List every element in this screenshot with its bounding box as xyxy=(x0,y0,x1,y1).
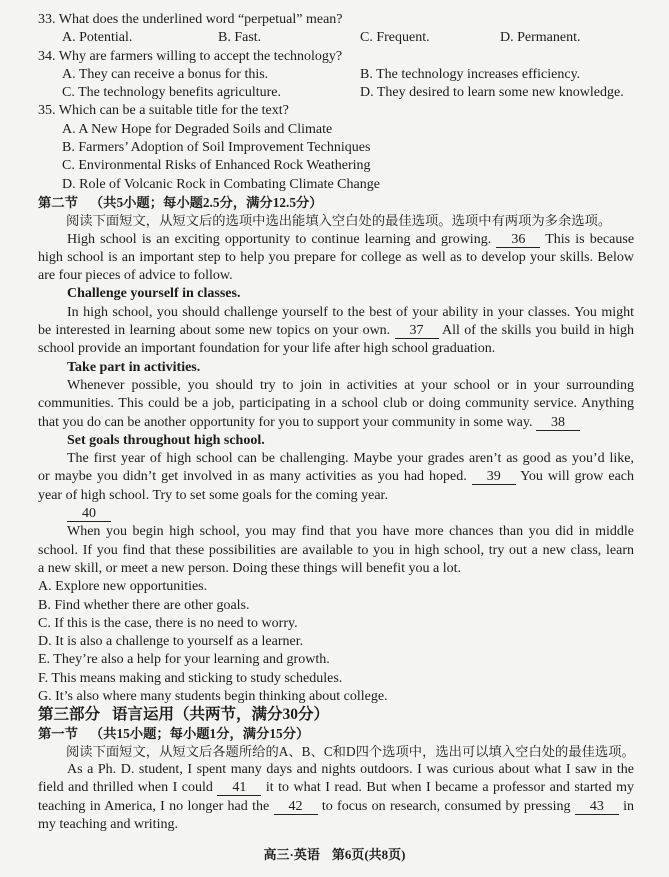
choice-f: F. This means making and sticking to study schedules. xyxy=(38,670,343,686)
part-3-title: 语言运用（共两节，满分30分） xyxy=(112,706,330,724)
blank-40: 40 xyxy=(67,507,111,522)
section-2-instructions: 阅读下面短文，从短文后的选项中选出能填入空白处的最佳选项。选项中有两项为多余选项。 xyxy=(66,213,612,229)
question-35-option-d: D. Role of Volcanic Rock in Combating Climate Change xyxy=(62,176,380,192)
tip-2-line-2: communities. This could be a job, participating in a school club or doing community service. Anything xyxy=(38,396,634,412)
intro-text: High school is an exciting opportunity to continue learning and growing. xyxy=(67,231,492,247)
tip-1-heading: Challenge yourself in classes. xyxy=(67,286,241,302)
tip-1-text: be interested in learning about some new topics on your own. xyxy=(38,323,391,339)
part-3-label: 第三部分 xyxy=(38,706,101,724)
exam-content xyxy=(38,11,634,834)
question-33-option-a: A. Potential. xyxy=(62,30,133,46)
part-3-section-title: 第一节 xyxy=(38,725,78,741)
blank-41: 41 xyxy=(217,781,261,796)
question-35-option-a: A. A New Hope for Degraded Soils and Climate xyxy=(62,121,333,137)
question-35-stem: 35. Which can be a suitable title for the text? xyxy=(38,103,289,119)
cloze-text: field and thrilled when I could xyxy=(38,780,213,796)
cloze-text: in xyxy=(623,798,635,814)
tip-3-text: or maybe you didn’t get involved in as many activities as you had hoped. xyxy=(38,469,467,485)
question-34-option-d: D. They desired to learn some new knowledge. xyxy=(360,85,624,101)
cloze-text: it to what I read. But when I became a professor and started my xyxy=(265,780,635,796)
blank-39: 39 xyxy=(472,470,516,485)
choice-d: D. It is also a challenge to yourself as a learner. xyxy=(38,634,304,650)
question-35-option-b: B. Farmers’ Adoption of Soil Improvement Techniques xyxy=(62,140,371,156)
blank-37: 37 xyxy=(395,324,439,339)
section-2-header xyxy=(38,194,634,212)
tip-3-line-2 xyxy=(38,468,634,486)
tip-4-line-2: school. If you find that these possibilities are available to you in high school, try out a new class, learn xyxy=(38,542,634,558)
cloze-line-3 xyxy=(38,798,634,816)
intro-line-1 xyxy=(38,231,634,249)
page-footer xyxy=(0,846,669,864)
question-33-option-b: B. Fast. xyxy=(218,30,262,46)
question-33-option-c: C. Frequent. xyxy=(360,30,430,46)
question-35-option-c: C. Environmental Risks of Enhanced Rock Weathering xyxy=(62,158,371,174)
blank-42: 42 xyxy=(274,800,318,815)
footer-subject: 高三·英语 xyxy=(263,847,320,862)
footer-page-number: 第6页(共8页) xyxy=(331,847,406,862)
choice-e: E. They’re also a help for your learning and growth. xyxy=(38,652,330,668)
tip-3-text: You will grow each xyxy=(520,469,635,485)
cloze-line-1: As a Ph. D. student, I spent many days and nights outdoors. I was curious about what I saw in the xyxy=(67,762,634,778)
part-3-header xyxy=(38,706,634,724)
cloze-line-2 xyxy=(38,779,634,797)
intro-line-3: are four pieces of advice to follow. xyxy=(38,268,233,284)
choice-a: A. Explore new opportunities. xyxy=(38,579,208,595)
tip-1-line-1: In high school, you should challenge yourself to the best of your ability in your classes. You might xyxy=(67,304,634,320)
question-34-stem: 34. Why are farmers willing to accept the technology? xyxy=(38,48,343,64)
tip-2-line-1: Whenever possible, you should try to join in activities at your school or in your surrounding xyxy=(67,377,634,393)
tip-3-line-1: The first year of high school can be challenging. Maybe your grades aren’t as good as you’d like, xyxy=(67,451,634,467)
tip-4-heading-blank xyxy=(38,505,634,523)
choice-b: B. Find whether there are other goals. xyxy=(38,597,250,613)
question-34-option-c: C. The technology benefits agriculture. xyxy=(62,85,282,101)
tip-2-heading: Take part in activities. xyxy=(67,359,201,375)
section-2-title: 第二节 xyxy=(38,194,78,210)
tip-2-line-3 xyxy=(38,414,634,432)
blank-43: 43 xyxy=(575,800,619,815)
question-33-option-d: D. Permanent. xyxy=(500,30,581,46)
intro-line-2: high school is an important step to help you prepare for college as well as to develop your skills. Below xyxy=(38,249,634,265)
question-34-options-row-1 xyxy=(38,66,634,84)
tip-1-text: All of the skills you build in high xyxy=(442,323,634,339)
tip-3-line-3: year of high school. Try to set some goals for the coming year. xyxy=(38,487,388,503)
section-2-scoring: （共5小题；每小题2.5分，满分12.5分） xyxy=(89,194,323,210)
tip-3-heading: Set goals throughout high school. xyxy=(67,432,265,448)
part-3-section-scoring: （共15小题；每小题1分，满分15分） xyxy=(89,725,310,741)
question-34-options-row-2 xyxy=(38,84,634,102)
blank-38: 38 xyxy=(536,416,580,431)
question-34-option-b: B. The technology increases efficiency. xyxy=(360,66,581,82)
choice-c: C. If this is the case, there is no need to worry. xyxy=(38,615,298,631)
blank-36: 36 xyxy=(496,233,540,248)
cloze-text: to focus on research, consumed by pressing xyxy=(321,798,571,814)
part-3-instructions: 阅读下面短文，从短文后各题所给的A、B、C和D四个选项中，选出可以填入空白处的最佳选项。 xyxy=(66,743,635,759)
intro-text: This is because xyxy=(545,231,635,247)
choice-g: G. It’s also where many students begin thinking about college. xyxy=(38,688,388,704)
tip-4-line-1: When you begin high school, you may find that you have more chances than you did in middle xyxy=(67,524,634,540)
tip-1-line-3: school provide an important foundation for your life after high school graduation. xyxy=(38,341,496,357)
question-33-stem: 33. What does the underlined word “perpetual” mean? xyxy=(38,12,343,27)
cloze-text: teaching in America, I no longer had the xyxy=(38,798,270,814)
tip-2-text: that you do can be another opportunity for you to support your community in some way. xyxy=(38,414,533,430)
tip-1-line-2 xyxy=(38,322,634,340)
question-33-options xyxy=(38,29,634,47)
cloze-line-4: my teaching and writing. xyxy=(38,817,178,833)
tip-4-line-3: a new skill, or meet a new person. Doing these things will benefit you a lot. xyxy=(38,560,462,576)
question-34-option-a: A. They can receive a bonus for this. xyxy=(62,66,269,82)
part-3-section-header xyxy=(38,725,634,743)
